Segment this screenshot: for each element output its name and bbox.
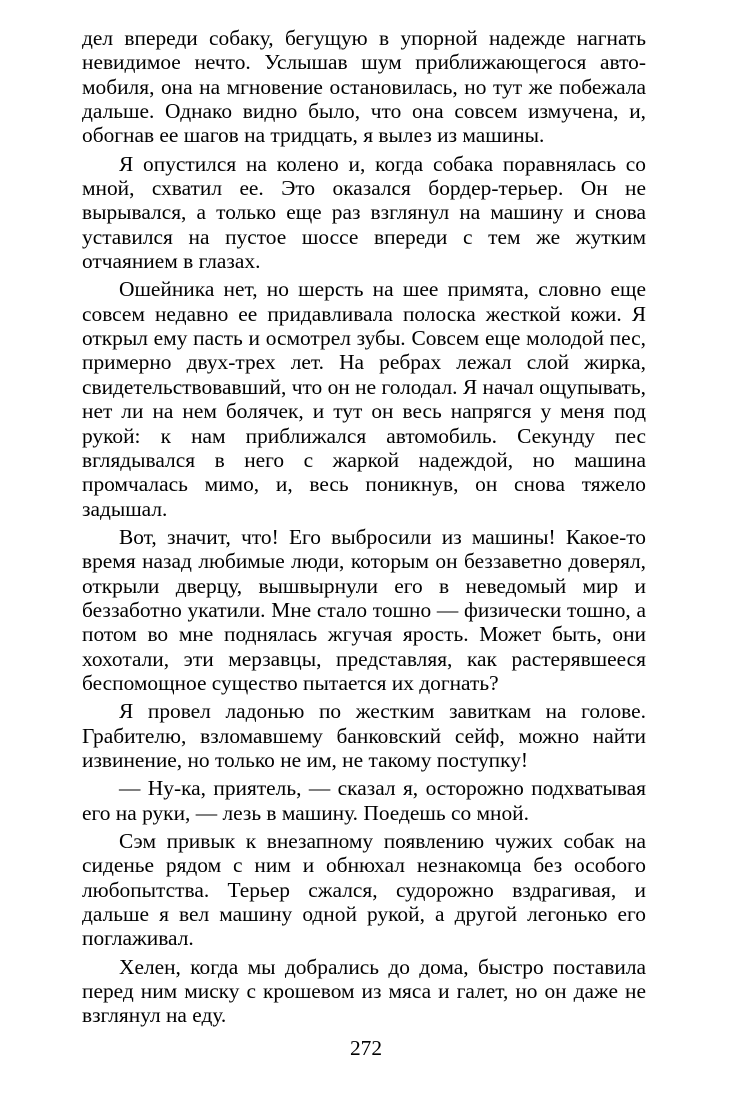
paragraph-1: дел впереди собаку, бегущую в упорной надежде нагнать невидимое нечто. Услышав шум приближающегося автомобиля, она на мгновение остановилась, но тут же побежала дальше. Однако видно было, что она совсем измучена, и, обогнав ее шагов на тридцать, я вылез из машины. — [82, 26, 646, 148]
paragraph-6: — Ну-ка, приятель, — сказал я, осторожно подхватывая его на руки, — лезь в машину. Поедешь со мной. — [82, 776, 646, 825]
page-number: 272 — [349, 1036, 383, 1060]
paragraph-3: Ошейника нет, но шерсть на шее примята, словно еще совсем недавно ее придавливала полоска жесткой кожи. Я открыл ему пасть и осмотрел зубы. Совсем еще молодой пес, примерно двух-трех лет. На ребрах лежал слой жирка, свидетельствовавший, что он не голодал. Я начал ощупывать, нет ли на нем болячек, и тут он весь напрягся у меня под рукой: к нам приближался автомобиль. Секунду пес вглядывался в него с жаркой надеждой, но машина промчалась мимо, и, весь поникнув, он снова тяжело задышал. — [82, 277, 646, 521]
paragraph-4: Вот, значит, что! Его выбросили из машины! Какое-то время назад любимые люди, которым он беззаветно доверял, открыли дверцу, вышвырнули его в неведомый мир и беззаботно укатили. Мне стало тошно — физически тошно, а потом во мне поднялась жгучая ярость. Может быть, они хохотали, эти мерзавцы, представляя, как растерявшееся беспомощное существо пытается их догнать? — [82, 524, 646, 695]
paragraph-2: Я опустился на колено и, когда собака поравнялась со мной, схватил ее. Это оказался бордер-терьер. Он не вырывался, а только еще раз взглянул на машину и снова уставился на пустое шоссе впереди с тем же жутким отчаянием в глазах. — [82, 151, 646, 274]
body-text — [82, 26, 646, 1032]
paragraph-7: Сэм привык к внезапному появлению чужих собак на сиденье рядом с ним и обнюхал незнакомца без особого любопытства. Терьер сжался, судорожно вздрагивая, и дальше я вел машину одной рукой, а другой легонько его поглаживал. — [82, 829, 646, 951]
paragraph-8: Хелен, когда мы добрались до дома, быстро поставила перед ним миску с крошевом из мяса и галет, но он даже не взглянул на еду. — [82, 954, 646, 1028]
paragraph-5: Я провел ладонью по жестким завиткам на голове. Грабителю, взломавшему банковский сейф, можно найти извинение, но только не им, не такому поступку! — [82, 699, 646, 772]
